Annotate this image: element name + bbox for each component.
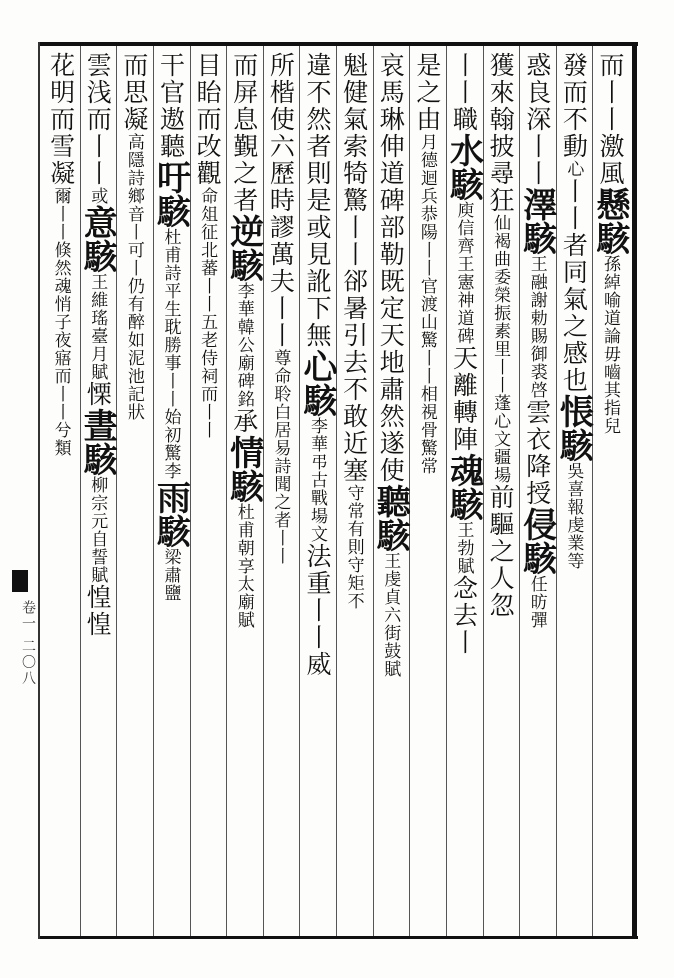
headword: 水駭 — [443, 133, 484, 201]
text-column — [223, 52, 264, 930]
main-text: 而丨丨激風 — [596, 52, 625, 187]
headword: 魂駭 — [443, 453, 484, 521]
main-text: 而屏息覲之者 — [229, 52, 259, 214]
annotation-note: 任昉彈 — [526, 575, 547, 629]
text-column — [77, 52, 118, 930]
text-column — [410, 52, 447, 930]
main-text: 惶惶 — [83, 584, 113, 638]
fold-margin — [0, 270, 36, 810]
annotation-note: 孫綽喻道論毋嚙其指兒 — [600, 255, 620, 435]
text-column — [337, 52, 374, 930]
main-text: 違不然者則是或見訛下無 — [303, 52, 332, 349]
headword: 吁駭 — [150, 160, 191, 228]
main-text: 法重丨丨威 — [303, 543, 332, 678]
fold-margin-text: 卷一 二〇八 — [20, 600, 36, 687]
main-text: 念去丨 — [449, 575, 479, 656]
text-column — [553, 52, 594, 930]
headword: 聽駭 — [370, 484, 411, 552]
annotation-note: 爾丨丨倏然魂悄 — [50, 187, 71, 313]
vertical-text-body — [44, 52, 630, 930]
text-column — [443, 52, 484, 930]
annotation-note: 王融謝勅賜御裘啓 — [526, 255, 547, 399]
headword: 逆駭 — [223, 214, 264, 282]
annotation-note: 王虔貞六街鼓賦 — [380, 552, 401, 678]
annotation-note: 李華弔古戰場文 — [307, 417, 327, 543]
text-column — [44, 52, 81, 930]
headword: 澤駭 — [516, 187, 557, 255]
frame-right-border — [632, 42, 637, 939]
headword: 意駭 — [77, 205, 118, 273]
main-text: 魁健氣索犄驚丨丨郤暑引去不敢近塞 — [339, 52, 369, 484]
main-text: 花明而雪凝 — [46, 52, 76, 187]
headword: 懸駭 — [590, 187, 630, 255]
main-text: 獲來翰披尋狂 — [486, 52, 516, 214]
text-column — [516, 52, 557, 930]
annotation-note: 子夜寤而丨丨兮類 — [50, 313, 71, 457]
text-column — [484, 52, 521, 930]
headword: 雨駭 — [150, 480, 191, 548]
main-text: 惑良深丨丨 — [522, 52, 552, 187]
annotation-note: 柳宗元自誓賦 — [87, 476, 108, 584]
main-text: 所楷使六歷時謬萬夫丨丨 — [266, 52, 296, 349]
annotation-note: 仙褐曲委榮振素里丨丨蓬心 — [490, 214, 511, 430]
main-text: 是之由 — [412, 52, 442, 133]
main-text: 發而不動 — [559, 52, 589, 160]
main-text: 慄 — [83, 381, 113, 408]
main-text: 雲浅而丨丨 — [83, 52, 113, 187]
text-column — [297, 52, 337, 930]
annotation-note: 庾信齊王憲神道碑 — [453, 201, 474, 345]
main-text: 而思凝 — [119, 52, 149, 133]
main-text: 承 — [229, 408, 259, 435]
headword: 侵駭 — [516, 507, 557, 575]
annotation-note: 吳喜報虔業等 — [563, 462, 584, 570]
main-text: 雲衣降授 — [522, 399, 552, 507]
headword: 悵駭 — [553, 394, 594, 462]
main-text: 目眙而改觀 — [193, 52, 223, 187]
main-text: 丨丨職 — [449, 52, 479, 133]
annotation-note: 守常有則守矩不 — [343, 484, 364, 610]
annotation-note: 尊命聆白居易詩聞之者丨丨 — [270, 349, 291, 565]
annotation-note: 王勃賦 — [453, 521, 474, 575]
text-column — [590, 52, 630, 930]
annotation-note: 李華韓公廟碑銘 — [233, 282, 254, 408]
annotation-note: 池記狀 — [123, 367, 144, 421]
fish-tail-mark — [12, 570, 28, 592]
main-text: 天離轉陣 — [449, 345, 479, 453]
headword: 情駭 — [223, 435, 264, 503]
annotation-note: 杜甫朝享太廟賦 — [233, 503, 254, 629]
main-text: 干官遨聽 — [156, 52, 186, 160]
text-column — [117, 52, 154, 930]
annotation-note: 月德迴兵恭陽丨丨官渡山驚丨丨相視骨驚常 — [416, 133, 437, 475]
frame-bottom-border — [38, 936, 638, 939]
text-column — [191, 52, 228, 930]
headword: 心駭 — [297, 349, 337, 417]
text-column — [264, 52, 301, 930]
headword: 晝駭 — [77, 408, 118, 476]
annotation-note: 梁肅鹽 — [160, 548, 181, 602]
text-column — [150, 52, 191, 930]
annotation-note: 或 — [87, 187, 108, 205]
annotation-note: 五老侍祠而丨丨 — [197, 313, 218, 439]
annotation-note: 文疆場 — [490, 430, 511, 484]
annotation-note: 心 — [563, 160, 584, 178]
text-column — [370, 52, 411, 930]
main-text: 哀馬琳伸道碑部勒既定天地肅然遂使 — [376, 52, 406, 484]
annotation-note: 杜甫詩平生耽勝事丨丨始初驚李 — [160, 228, 181, 480]
annotation-note: 高隱詩鄉音丨可丨仍有醉如泥 — [123, 133, 144, 367]
main-text: 前驅之人忽 — [486, 484, 516, 619]
annotation-note: 王維瑤臺月賦 — [87, 273, 108, 381]
annotation-note: 命俎征北蕃丨丨 — [197, 187, 218, 313]
main-text: 丨丨者同氣之感也 — [559, 178, 589, 394]
